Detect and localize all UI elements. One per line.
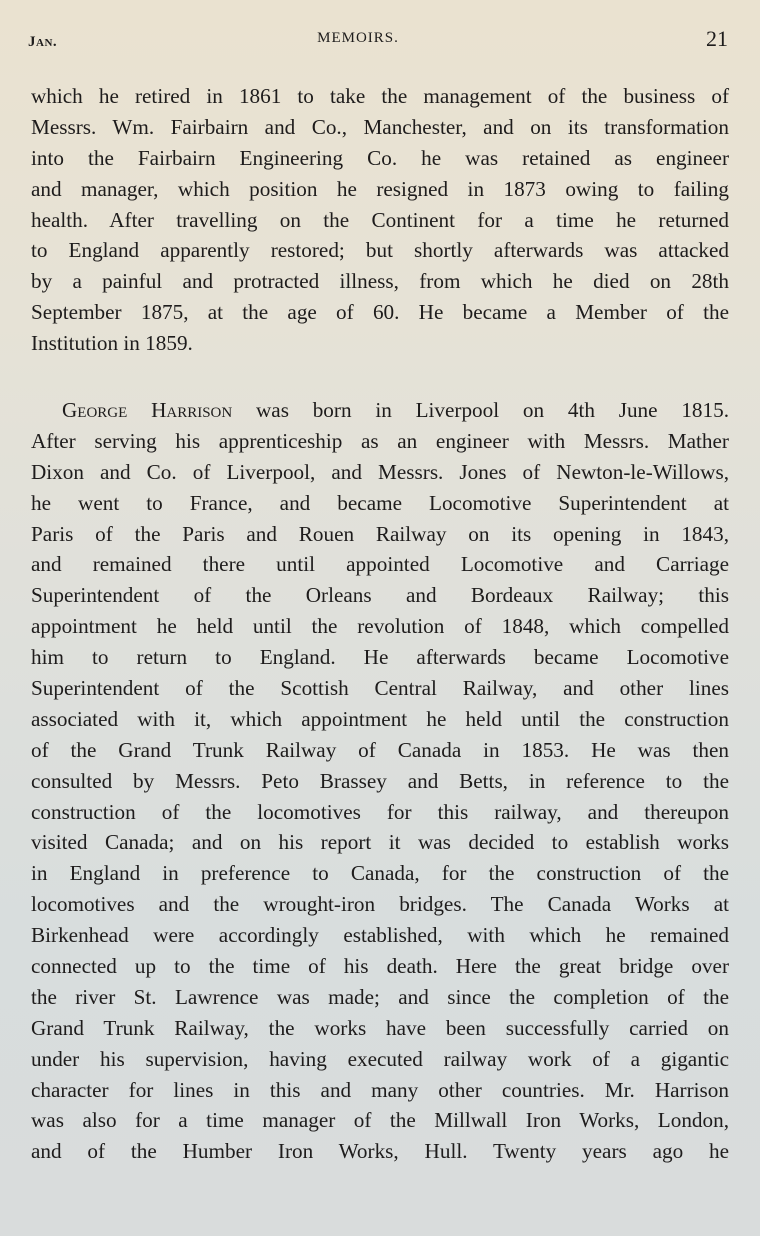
text-line: After serving his apprenticeship as an engineer with Messrs. Mather (31, 428, 729, 453)
text-line: locomotives and the wrought-iron bridges. The Canada Works at (31, 892, 729, 917)
page-number: 21 (706, 26, 728, 51)
text-line: consulted by Messrs. Peto Brassey and Betts, in reference to the (31, 768, 729, 793)
memoir-subject-name: George Harrison (62, 398, 233, 422)
running-head (28, 28, 728, 58)
text-line: associated with it, which appointment he held until the construction (31, 706, 729, 731)
text-line: into the Fairbairn Engineering Co. he was retained as engineer (31, 145, 729, 170)
text-line: to England apparently restored; but shortly afterwards was attacked (31, 238, 729, 263)
text-line: Institution in 1859. (31, 331, 193, 356)
text-line: Birkenhead were accordingly established, with which he remained (31, 923, 729, 948)
text-line: September 1875, at the age of 60. He became a Member of the (31, 300, 729, 325)
text-line: construction of the locomotives for this railway, and thereupon (31, 799, 729, 824)
text-line: Paris of the Paris and Rouen Railway on its opening in 1843, (31, 521, 729, 546)
text-line: him to return to England. He afterwards became Locomotive (31, 645, 729, 670)
text-line-rest: was born in Liverpool on 4th June 1815. (232, 398, 729, 422)
text-line: he went to France, and became Locomotive Superintendent at (31, 490, 729, 515)
text-line: was also for a time manager of the Millwall Iron Works, London, (31, 1108, 729, 1133)
text-line: Superintendent of the Scottish Central Railway, and other lines (31, 676, 729, 701)
running-head-title: MEMOIRS. (317, 30, 399, 46)
text-line: which he retired in 1861 to take the management of the business of (31, 84, 729, 108)
text-line: by a painful and protracted illness, from which he died on 28th (31, 269, 729, 294)
text-line: and remained there until appointed Locomotive and Carriage (31, 552, 729, 577)
text-line: Superintendent of the Orleans and Bordeaux Railway; this (31, 583, 729, 608)
text-line: visited Canada; and on his report it was decided to establish works (31, 830, 729, 855)
text-line: Grand Trunk Railway, the works have been successfully carried on (31, 1015, 729, 1040)
text-line: character for lines in this and many other countries. Mr. Harrison (31, 1077, 729, 1102)
text-line: of the Grand Trunk Railway of Canada in 1853. He was then (31, 737, 729, 762)
memoir-paragraph-george-harrison (31, 395, 729, 1167)
text-line: the river St. Lawrence was made; and since the completion of the (31, 984, 729, 1009)
text-line: Messrs. Wm. Fairbairn and Co., Manchester, and on its transformation (31, 114, 729, 139)
text-line: connected up to the time of his death. Here the great bridge over (31, 954, 729, 979)
text-line: and manager, which position he resigned in 1873 owing to failing (31, 176, 729, 201)
text-line: health. After travelling on the Continent for a time he returned (31, 207, 729, 232)
text-line: in England in preference to Canada, for the construction of the (31, 861, 729, 886)
running-head-month: Jan. (28, 34, 58, 50)
text-line-first (31, 395, 729, 426)
text-line: appointment he held until the revolution of 1848, which compelled (31, 614, 729, 639)
text-line: and of the Humber Iron Works, Hull. Twenty years ago he (31, 1139, 729, 1164)
text-line: under his supervision, having executed railway work of a gigantic (31, 1046, 729, 1071)
memoir-paragraph-continuation (31, 81, 729, 359)
text-line: Dixon and Co. of Liverpool, and Messrs. Jones of Newton-le-Willows, (31, 459, 729, 484)
